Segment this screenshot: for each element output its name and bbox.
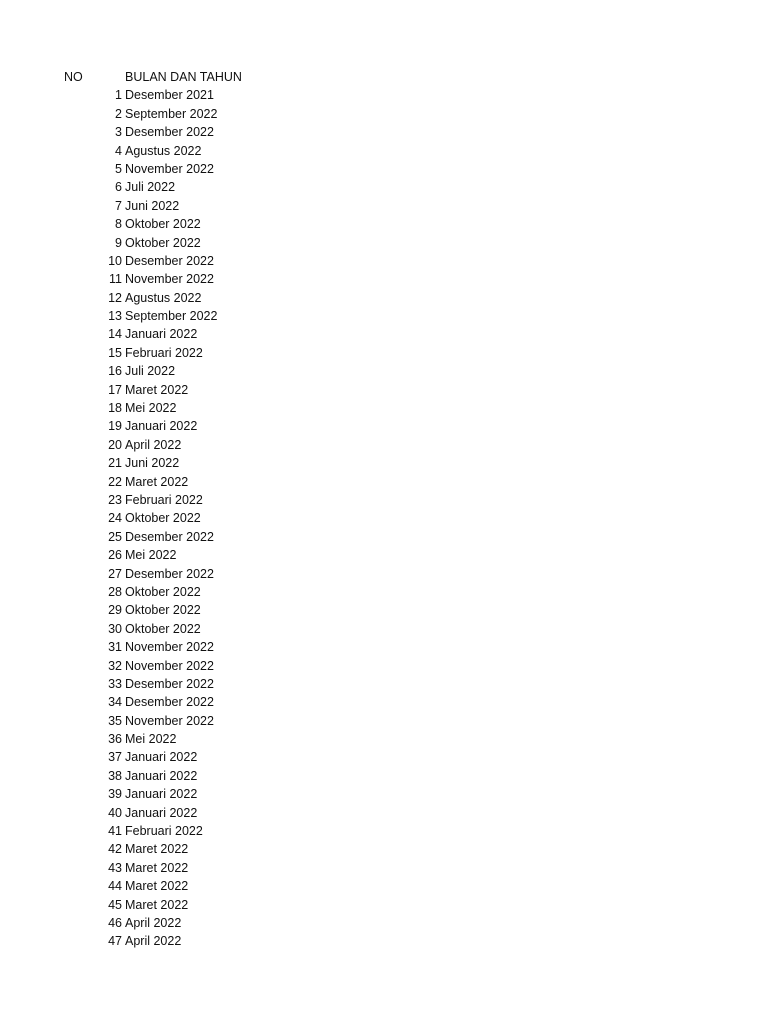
table-row — [0, 877, 768, 895]
table-row — [0, 748, 768, 766]
table-row — [0, 491, 768, 509]
table-body — [0, 86, 768, 950]
table-row — [0, 362, 768, 380]
row-number: 24 — [108, 511, 122, 526]
row-number: 22 — [108, 474, 122, 489]
table-row — [0, 178, 768, 196]
row-number: 16 — [108, 364, 122, 379]
row-number: 10 — [108, 253, 122, 268]
table-row — [0, 436, 768, 454]
row-number: 42 — [108, 842, 122, 857]
row-number: 14 — [108, 327, 122, 342]
data-table — [0, 68, 768, 951]
row-month-year: Juli 2022 — [125, 364, 176, 379]
table-row — [0, 234, 768, 252]
row-number: 31 — [108, 640, 122, 655]
table-row — [0, 160, 768, 178]
table-row — [0, 86, 768, 104]
row-month-year: Januari 2022 — [125, 768, 198, 783]
row-number: 19 — [108, 419, 122, 434]
row-month-year: Mei 2022 — [125, 732, 177, 747]
row-number: 26 — [108, 548, 122, 563]
row-month-year: September 2022 — [125, 309, 218, 324]
row-month-year: Maret 2022 — [125, 382, 189, 397]
row-number: 2 — [115, 106, 122, 121]
row-month-year: November 2022 — [125, 640, 214, 655]
table-row — [0, 914, 768, 932]
table-row — [0, 381, 768, 399]
row-number: 32 — [108, 658, 122, 673]
table-row — [0, 932, 768, 950]
row-month-year: Desember 2022 — [125, 125, 214, 140]
table-row — [0, 822, 768, 840]
header-no: NO — [64, 70, 83, 84]
row-number: 29 — [108, 603, 122, 618]
row-month-year: November 2022 — [125, 161, 214, 176]
table-row — [0, 657, 768, 675]
row-number: 9 — [115, 235, 122, 250]
row-month-year: Desember 2022 — [125, 253, 214, 268]
table-row — [0, 417, 768, 435]
row-month-year: Juli 2022 — [125, 180, 176, 195]
row-month-year: Agustus 2022 — [125, 290, 202, 305]
table-row — [0, 583, 768, 601]
row-month-year: Januari 2022 — [125, 327, 198, 342]
table-row — [0, 693, 768, 711]
table-row — [0, 712, 768, 730]
row-number: 6 — [115, 180, 122, 195]
row-month-year: Desember 2022 — [125, 676, 214, 691]
row-number: 12 — [108, 290, 122, 305]
row-number: 43 — [108, 860, 122, 875]
table-row — [0, 142, 768, 160]
table-row — [0, 675, 768, 693]
table-row — [0, 546, 768, 564]
table-row — [0, 123, 768, 141]
table-row — [0, 454, 768, 472]
row-month-year: April 2022 — [125, 915, 182, 930]
row-month-year: Oktober 2022 — [125, 621, 201, 636]
row-month-year: Oktober 2022 — [125, 217, 201, 232]
table-row — [0, 270, 768, 288]
row-number: 3 — [115, 125, 122, 140]
table-row — [0, 528, 768, 546]
row-month-year: April 2022 — [125, 437, 182, 452]
row-number: 47 — [108, 934, 122, 949]
row-month-year: Mei 2022 — [125, 548, 177, 563]
row-month-year: Februari 2022 — [125, 492, 203, 507]
row-number: 25 — [108, 529, 122, 544]
row-number: 11 — [109, 272, 122, 287]
row-number: 39 — [108, 787, 122, 802]
row-number: 36 — [108, 732, 122, 747]
row-number: 18 — [108, 401, 122, 416]
row-month-year: Oktober 2022 — [125, 603, 201, 618]
row-month-year: Desember 2022 — [125, 529, 214, 544]
row-month-year: Maret 2022 — [125, 842, 189, 857]
row-number: 1 — [115, 88, 122, 103]
table-row — [0, 473, 768, 491]
table-row — [0, 215, 768, 233]
row-month-year: Maret 2022 — [125, 474, 189, 489]
row-month-year: September 2022 — [125, 106, 218, 121]
table-row — [0, 344, 768, 362]
table-row — [0, 638, 768, 656]
row-number: 34 — [108, 695, 122, 710]
row-month-year: November 2022 — [125, 713, 214, 728]
row-month-year: Agustus 2022 — [125, 143, 202, 158]
table-row — [0, 252, 768, 270]
table-header-row — [0, 68, 768, 86]
row-number: 27 — [108, 566, 122, 581]
row-number: 8 — [115, 217, 122, 232]
row-month-year: Juni 2022 — [125, 198, 180, 213]
row-number: 15 — [108, 345, 122, 360]
table-row — [0, 325, 768, 343]
row-number: 23 — [108, 492, 122, 507]
row-number: 30 — [108, 621, 122, 636]
row-month-year: Februari 2022 — [125, 824, 203, 839]
table-row — [0, 859, 768, 877]
table-row — [0, 307, 768, 325]
row-number: 21 — [108, 456, 122, 471]
table-row — [0, 730, 768, 748]
row-month-year: Juni 2022 — [125, 456, 180, 471]
row-month-year: Oktober 2022 — [125, 584, 201, 599]
row-month-year: November 2022 — [125, 658, 214, 673]
table-row — [0, 840, 768, 858]
row-number: 37 — [108, 750, 122, 765]
row-month-year: Februari 2022 — [125, 345, 203, 360]
table-row — [0, 509, 768, 527]
row-number: 33 — [108, 676, 122, 691]
row-month-year: Oktober 2022 — [125, 511, 201, 526]
row-month-year: Januari 2022 — [125, 787, 198, 802]
row-month-year: Oktober 2022 — [125, 235, 201, 250]
row-number: 38 — [108, 768, 122, 783]
table-row — [0, 105, 768, 123]
row-number: 4 — [115, 143, 122, 158]
row-number: 41 — [108, 824, 122, 839]
table-row — [0, 601, 768, 619]
row-number: 17 — [108, 382, 122, 397]
table-row — [0, 399, 768, 417]
row-number: 44 — [108, 879, 122, 894]
table-row — [0, 197, 768, 215]
table-row — [0, 785, 768, 803]
row-number: 40 — [108, 805, 122, 820]
row-month-year: Maret 2022 — [125, 879, 189, 894]
table-row — [0, 896, 768, 914]
row-month-year: April 2022 — [125, 934, 182, 949]
row-month-year: Maret 2022 — [125, 897, 189, 912]
row-number: 45 — [108, 897, 122, 912]
header-month-year: BULAN DAN TAHUN — [125, 70, 242, 84]
table-row — [0, 767, 768, 785]
row-month-year: Desember 2021 — [125, 88, 214, 103]
row-month-year: Januari 2022 — [125, 419, 198, 434]
row-month-year: Januari 2022 — [125, 750, 198, 765]
row-number: 7 — [115, 198, 122, 213]
table-row — [0, 620, 768, 638]
row-month-year: Desember 2022 — [125, 566, 214, 581]
row-month-year: November 2022 — [125, 272, 214, 287]
row-number: 13 — [108, 309, 122, 324]
table-row — [0, 289, 768, 307]
table-row — [0, 565, 768, 583]
row-number: 35 — [108, 713, 122, 728]
row-month-year: Maret 2022 — [125, 860, 189, 875]
row-number: 28 — [108, 584, 122, 599]
row-month-year: Desember 2022 — [125, 695, 214, 710]
row-month-year: Mei 2022 — [125, 401, 177, 416]
row-number: 46 — [108, 915, 122, 930]
row-number: 5 — [115, 161, 122, 176]
table-row — [0, 804, 768, 822]
row-month-year: Januari 2022 — [125, 805, 198, 820]
row-number: 20 — [108, 437, 122, 452]
